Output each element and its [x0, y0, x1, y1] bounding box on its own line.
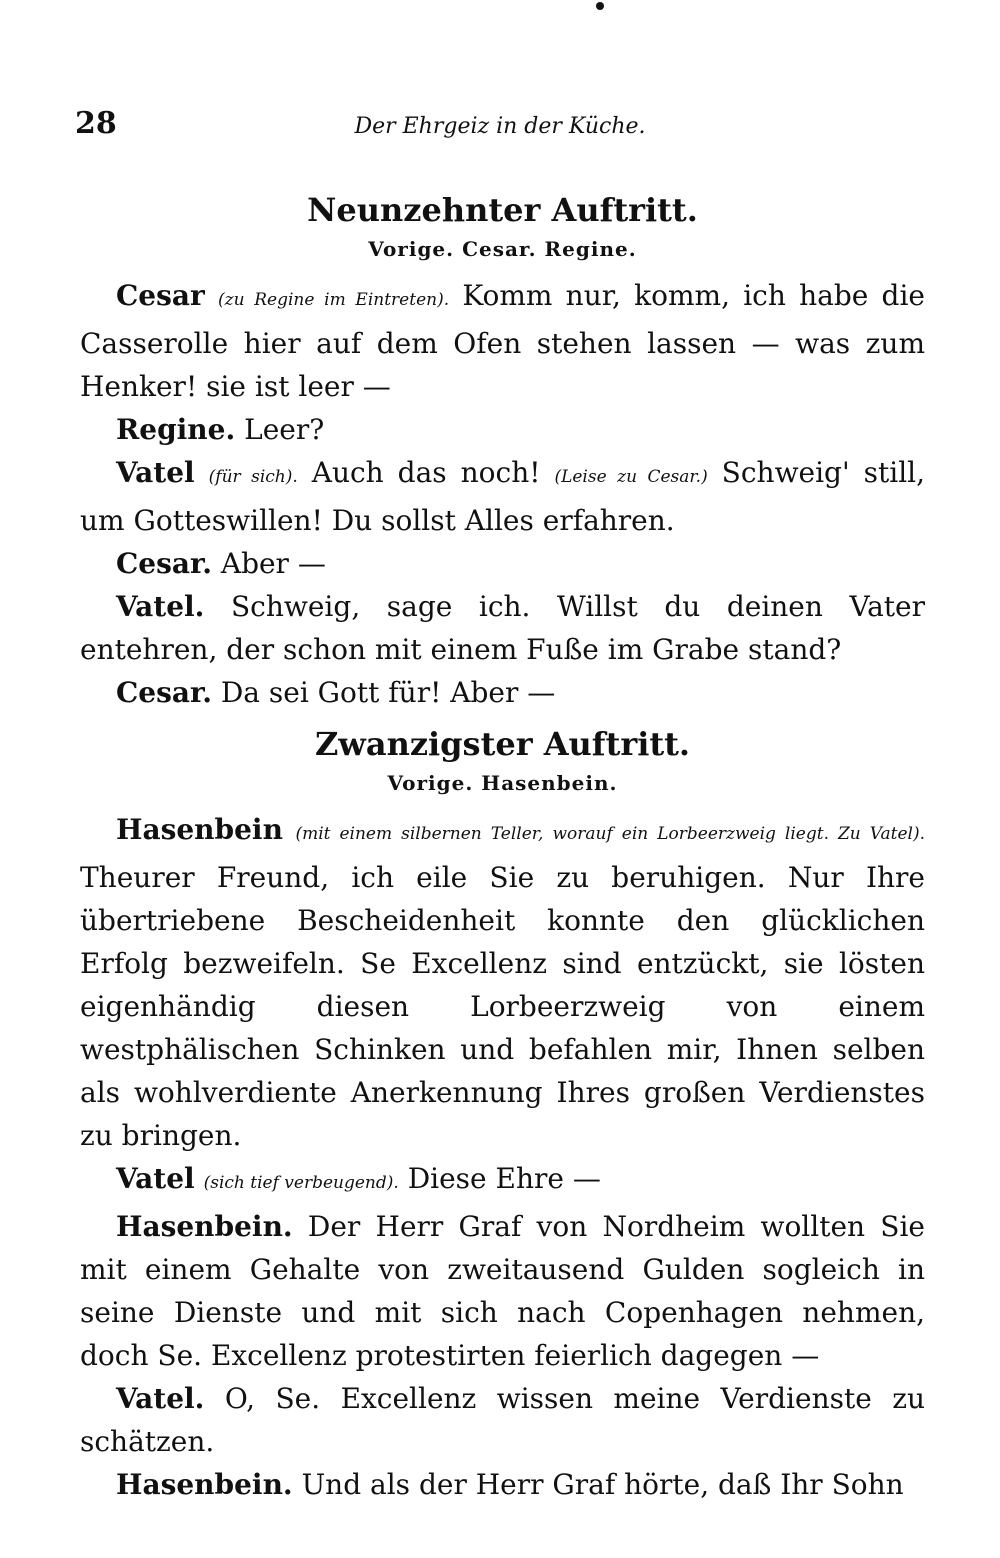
speaker-name: Hasenbein. — [116, 1210, 293, 1243]
ink-speck — [596, 2, 604, 10]
speech-text: Und als der Herr Graf hörte, daß Ihr Sohn — [301, 1468, 904, 1501]
speech-text: Komm nur, komm, ich habe die Casserolle hier auf dem Ofen stehen lassen — was zum Henker! sie ist leer — — [80, 279, 925, 403]
scene-title: Zwanzigster Auftritt. — [314, 725, 691, 763]
speech-text: Leer? — [244, 413, 325, 446]
scene-title: Neunzehnter Auftritt. — [307, 191, 698, 229]
speaker-name: Vatel — [116, 456, 195, 489]
speech — [80, 542, 925, 585]
speech — [80, 408, 925, 451]
speech-text: Aber — — [220, 547, 326, 580]
speaker-name: Vatel. — [116, 590, 205, 623]
speech-text: Schweig, sage ich. Willst du deinen Vater entehren, der schon mit einem Fuße im Grabe stand? — [80, 590, 926, 666]
speaker-name: Cesar — [116, 279, 205, 312]
speech-text: O, Se. Excellenz wissen meine Verdienste zu schätzen. — [80, 1382, 925, 1458]
stage-direction: (zu Regine im Eintreten). — [217, 290, 450, 310]
speaker-name: Hasenbein — [116, 813, 283, 846]
speech — [80, 1463, 925, 1506]
speaker-name: Hasenbein. — [116, 1468, 293, 1501]
speaker-name: Vatel. — [116, 1382, 205, 1415]
stage-direction: (sich tief verbeugend). — [203, 1173, 399, 1193]
cast-list: Vorige. Cesar. Regine. — [368, 237, 637, 261]
speech-text: Schweig' still, um Gotteswillen! Du sollst Alles erfahren. — [80, 456, 926, 537]
speech — [80, 274, 925, 408]
page-number: 28 — [75, 106, 117, 141]
speech — [80, 1205, 925, 1377]
speech — [80, 451, 925, 542]
speech-text: Diese Ehre — — [407, 1162, 601, 1195]
speech — [80, 585, 925, 671]
running-head — [75, 106, 925, 146]
speech-text: Auch das noch! — [311, 456, 541, 489]
speech-text: Theurer Freund, ich eile Sie zu beruhigen. Nur Ihre übertriebene Bescheidenheit konnte den glücklichen Erfolg bezweifeln. Se Excellenz sind entzückt, sie lösten eigenhändig diesen Lorbeerzweig von einem westphälischen Schinken und befahlen mir, Ihnen selben als wohlverdiente Anerkennung Ihres großen Verdienstes zu bringen. — [80, 861, 925, 1152]
stage-direction: (mit einem silbernen Teller, worauf ein Lorbeerzweig liegt. Zu Vatel). — [295, 824, 925, 844]
speech — [80, 1377, 925, 1463]
speaker-name: Cesar. — [116, 547, 212, 580]
speech — [80, 671, 925, 714]
speaker-name: Cesar. — [116, 676, 212, 709]
speaker-name: Regine. — [116, 413, 236, 446]
speech — [80, 1157, 925, 1205]
speech-text: Da sei Gott für! Aber — — [220, 676, 556, 709]
speech-text: Der Herr Graf von Nordheim wollten Sie mit einem Gehalte von zweitausend Gulden sogleich in seine Dienste und mit sich nach Copenhagen nehmen, doch Se. Excellenz protestirten feierlich dagegen — — [80, 1210, 926, 1372]
stage-direction: (Leise zu Cesar.) — [554, 467, 708, 487]
speaker-name: Vatel — [116, 1162, 195, 1195]
running-title: Der Ehrgeiz in der Küche. — [354, 114, 646, 139]
speech — [80, 808, 925, 1157]
stage-direction: (für sich). — [208, 467, 298, 487]
cast-list: Vorige. Hasenbein. — [387, 771, 618, 795]
page-body — [80, 180, 925, 1506]
